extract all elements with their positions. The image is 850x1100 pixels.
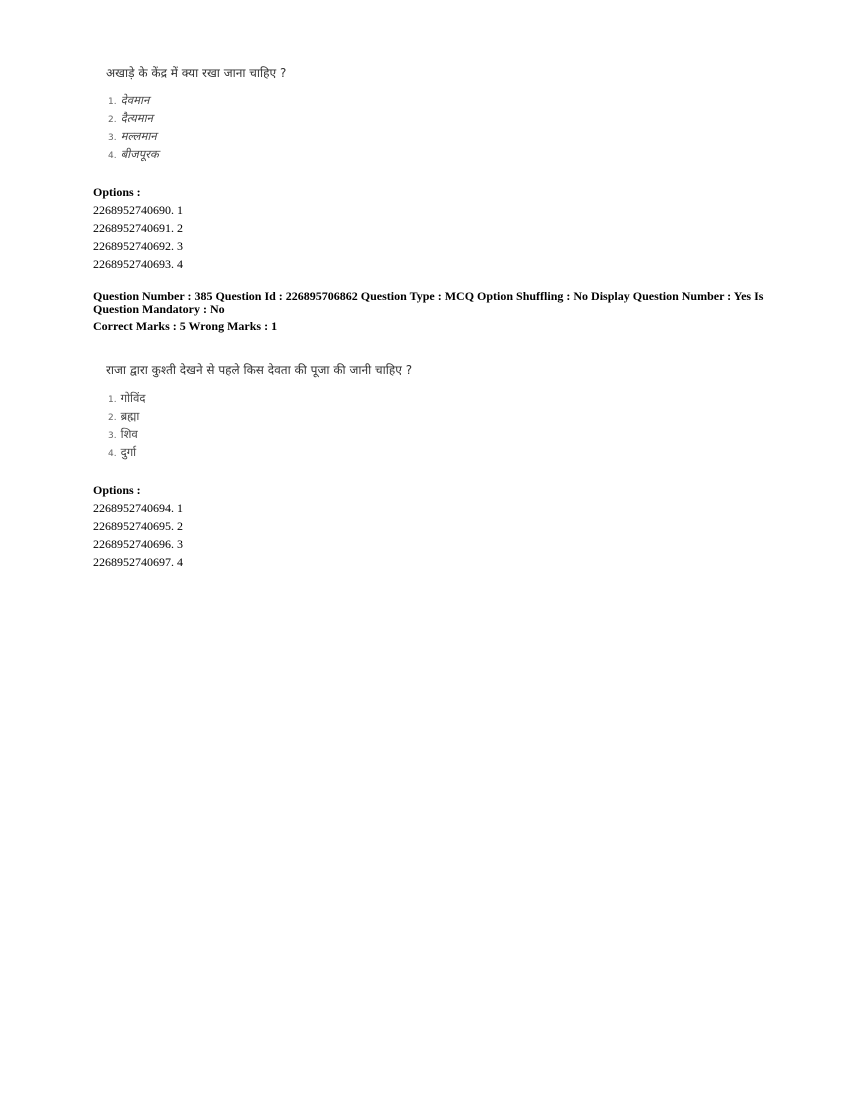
q1-choice-2 (108, 111, 153, 126)
q2-choice-2-number: 2. (108, 413, 117, 423)
q2-choice-1 (108, 391, 146, 406)
q1-options-label: Options : (93, 185, 141, 199)
question-1-text: अखाड़े के केंद्र में क्या रखा जाना चाहिए ? (106, 66, 287, 80)
q2-option-2: 2268952740695. 2 (93, 519, 183, 533)
q2-marks: Correct Marks : 5 Wrong Marks : 1 (93, 319, 278, 333)
q2-choice-4-text: दुर्गा (120, 445, 137, 459)
q2-option-3: 2268952740696. 3 (93, 537, 183, 551)
q2-option-1: 2268952740694. 1 (93, 501, 183, 515)
q2-meta-line-1: Question Number : 385 Question Id : 226895706862 Question Type : MCQ Option Shuffling : No Display Question Number : Yes Is (93, 289, 764, 303)
q1-choice-1-text: देवमान (120, 93, 150, 107)
q1-choice-4-text: बीजपूरक (120, 147, 159, 161)
q1-option-1: 2268952740690. 1 (93, 203, 183, 217)
q1-option-4: 2268952740693. 4 (93, 257, 183, 271)
q1-choice-2-number: 2. (108, 115, 117, 125)
question-2-text: राजा द्वारा कुश्ती देखने से पहले किस देवता की पूजा की जानी चाहिए ? (106, 363, 413, 377)
q2-choice-3 (108, 427, 138, 442)
q1-choice-2-text: दैत्यमान (120, 111, 153, 125)
q2-choice-4-number: 4. (108, 449, 117, 459)
q2-meta-line-2: Question Mandatory : No (93, 302, 225, 316)
q1-option-2: 2268952740691. 2 (93, 221, 183, 235)
q1-choice-4 (108, 147, 159, 162)
q1-choice-4-number: 4. (108, 151, 117, 161)
q2-choice-2-text: ब्रह्मा (120, 409, 140, 423)
q2-choice-1-text: गोविंद (120, 391, 146, 405)
q1-option-3: 2268952740692. 3 (93, 239, 183, 253)
q2-choice-3-number: 3. (108, 431, 117, 441)
q1-choice-1-number: 1. (108, 97, 117, 107)
q1-choice-1 (108, 93, 149, 108)
q1-choice-3-text: मल्लमान (120, 129, 157, 143)
q2-options-label: Options : (93, 483, 141, 497)
q2-choice-1-number: 1. (108, 395, 117, 405)
q2-choice-2 (108, 409, 139, 424)
q2-choice-3-text: शिव (120, 427, 138, 441)
q1-choice-3 (108, 129, 157, 144)
q1-choice-3-number: 3. (108, 133, 117, 143)
q2-choice-4 (108, 445, 136, 460)
q2-option-4: 2268952740697. 4 (93, 555, 183, 569)
